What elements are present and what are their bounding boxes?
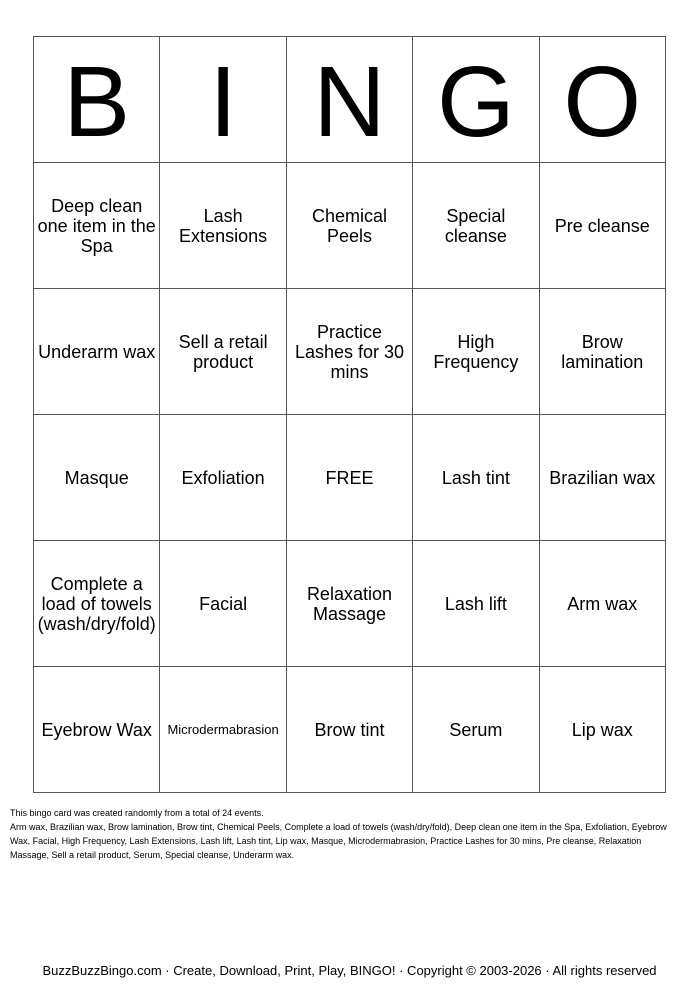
bingo-cell: Pre cleanse <box>539 163 665 289</box>
bingo-cell: Sell a retail product <box>160 289 286 415</box>
card-info-events: Arm wax, Brazilian wax, Brow lamination, Brow tint, Chemical Peels, Complete a load of towels (wash/dry/fold), Deep clean one item in the Spa, Exfoliation, Eyebrow Wax, Facial, High Frequency, Lash Extensions, Lash lift, Lash tint, Lip wax, Masque, Microdermabrasion, Practice Lashes for 30 mins, Pre cleanse, Relaxation Massage, Sell a retail product, Serum, Special cleanse, Underarm wax. <box>10 822 667 860</box>
bingo-row <box>34 415 666 541</box>
bingo-cell: Complete a load of towels (wash/dry/fold) <box>34 541 160 667</box>
bingo-cell: Chemical Peels <box>286 163 412 289</box>
site-footer: BuzzBuzzBingo.com · Create, Download, Print, Play, BINGO! · Copyright © 2003-2026 · All rights reserved <box>42 963 657 978</box>
bingo-row <box>34 541 666 667</box>
bingo-cell: Lip wax <box>539 667 665 793</box>
bingo-cell: Exfoliation <box>160 415 286 541</box>
header-letter-g: G <box>413 37 539 163</box>
card-info <box>10 806 670 862</box>
bingo-cell: Brow tint <box>286 667 412 793</box>
bingo-cell: Brazilian wax <box>539 415 665 541</box>
bingo-cell: Deep clean one item in the Spa <box>34 163 160 289</box>
bingo-cell: Special cleanse <box>413 163 539 289</box>
bingo-cell: Underarm wax <box>34 289 160 415</box>
card-info-intro: This bingo card was created randomly from a total of 24 events. <box>10 808 264 818</box>
bingo-cell: Brow lamination <box>539 289 665 415</box>
bingo-header-row <box>34 37 666 163</box>
bingo-cell: High Frequency <box>413 289 539 415</box>
free-space-cell: FREE <box>286 415 412 541</box>
bingo-cell: Lash Extensions <box>160 163 286 289</box>
bingo-cell: Facial <box>160 541 286 667</box>
bingo-cell: Serum <box>413 667 539 793</box>
header-letter-n: N <box>286 37 412 163</box>
bingo-row <box>34 667 666 793</box>
bingo-cell: Microdermabrasion <box>160 667 286 793</box>
bingo-cell: Masque <box>34 415 160 541</box>
bingo-cell: Practice Lashes for 30 mins <box>286 289 412 415</box>
bingo-cell: Lash lift <box>413 541 539 667</box>
bingo-cell: Arm wax <box>539 541 665 667</box>
bingo-cell: Eyebrow Wax <box>34 667 160 793</box>
header-letter-b: B <box>34 37 160 163</box>
header-letter-i: I <box>160 37 286 163</box>
bingo-card <box>33 36 666 793</box>
header-letter-o: O <box>539 37 665 163</box>
bingo-cell: Lash tint <box>413 415 539 541</box>
bingo-cell: Relaxation Massage <box>286 541 412 667</box>
bingo-row <box>34 289 666 415</box>
bingo-row <box>34 163 666 289</box>
